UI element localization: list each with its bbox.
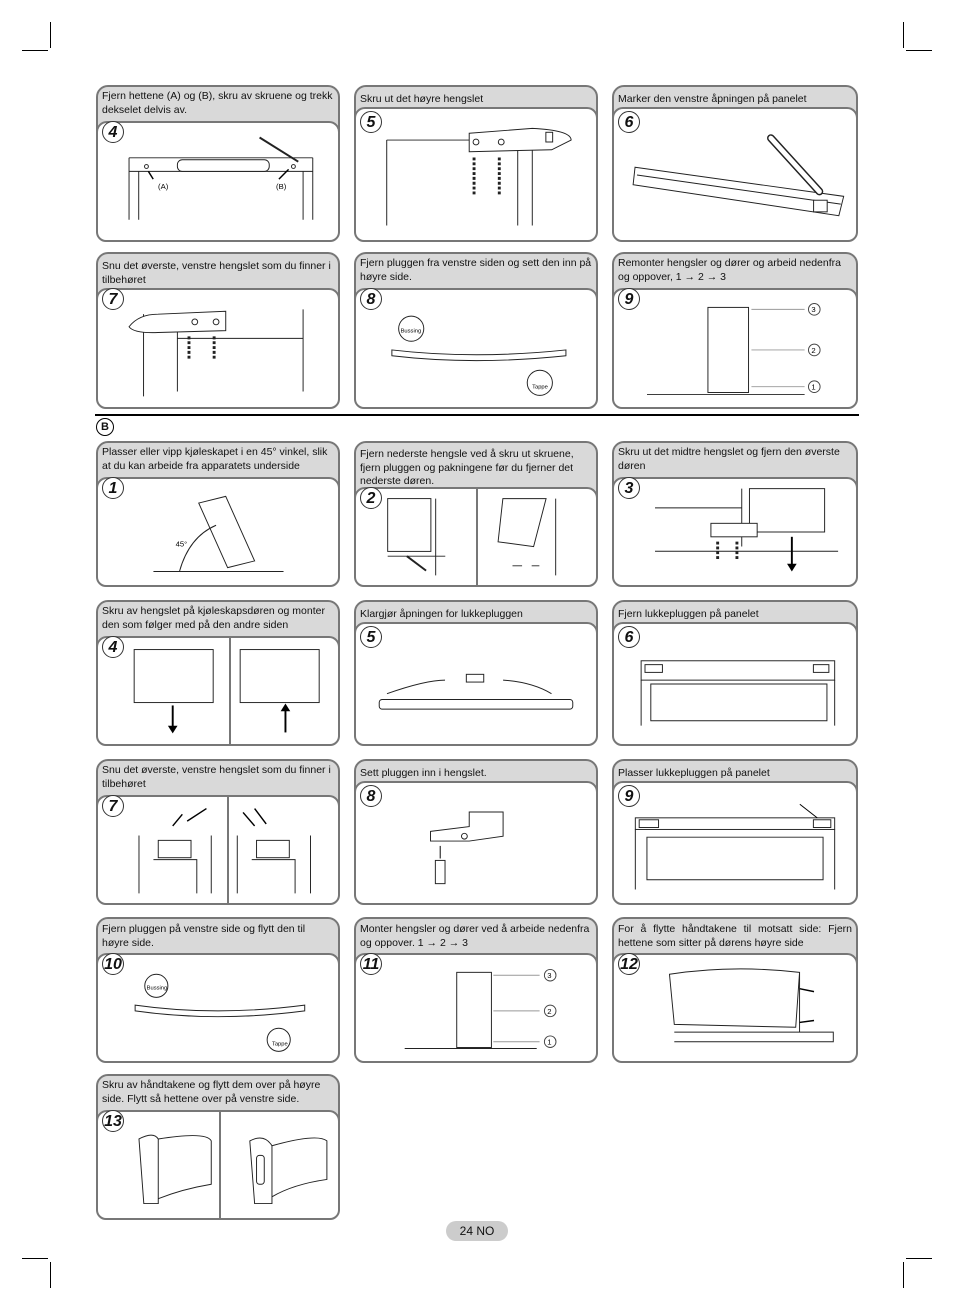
step-illustration-panel	[612, 953, 858, 1063]
step-card-b8	[354, 759, 598, 905]
hinge-removal-illustration	[356, 109, 596, 240]
crop-mark	[22, 1258, 48, 1259]
insert-plug-illustration	[356, 783, 596, 903]
step-caption: For å flytte håndtakene til motsatt side: Fjern hettene som sitter på dørens høyre side	[618, 923, 852, 949]
step-card-a5	[354, 85, 598, 242]
step-card-b9	[612, 759, 858, 905]
step-number-badge: 2	[360, 487, 382, 509]
reassembly-order-illustration	[356, 955, 596, 1061]
reassembly-order-illustration	[614, 290, 856, 407]
label-a: (A)	[158, 181, 169, 191]
step-card-b6	[612, 600, 858, 746]
step-caption: Monter hengsler og dører ved å arbeide nedenfra og oppover. 1 → 2 → 3	[360, 923, 590, 949]
step-card-a6	[612, 85, 858, 242]
order-3: 3	[811, 305, 816, 315]
crop-mark	[50, 22, 51, 48]
order-2: 2	[547, 1006, 552, 1016]
handle-caps-illustration	[614, 955, 856, 1061]
step-illustration-panel	[612, 622, 858, 746]
step-caption: Fjern lukkepluggen på panelet	[618, 608, 759, 620]
closing-plug-prep-illustration	[356, 624, 596, 744]
step-card-b1	[96, 441, 340, 587]
step-caption: Snu det øverste, venstre hengslet som du finner i tilbehøret	[102, 764, 331, 790]
step-number-badge: 7	[102, 795, 124, 817]
step-caption: Remonter hengsler og dører og arbeid nedenfra og oppover, 1 → 2 → 3	[618, 257, 841, 283]
step-number-badge: 4	[102, 121, 124, 143]
label-bushing: Bussing	[400, 328, 422, 335]
step-illustration-panel	[96, 288, 340, 409]
step-card-b10	[96, 917, 340, 1063]
flip-hinge-illustration	[98, 797, 338, 903]
page-number: 24 NO	[446, 1221, 508, 1241]
step-number-badge: 8	[360, 288, 382, 310]
step-illustration-panel	[354, 622, 598, 746]
step-number-badge: 5	[360, 626, 382, 648]
step-illustration-panel	[612, 477, 858, 587]
step-illustration-panel	[96, 477, 340, 587]
step-illustration-panel	[96, 121, 340, 242]
middle-hinge-illustration	[614, 479, 856, 585]
mark-opening-illustration	[614, 109, 856, 240]
step-caption: Skru av hengslet på kjøleskapsdøren og monter den som følger med på den andre siden	[102, 605, 325, 631]
step-card-a4	[96, 85, 340, 242]
step-caption: Fjern pluggen fra venstre siden og sett den inn på høyre side.	[360, 257, 592, 283]
order-1: 1	[811, 382, 816, 392]
step-number-badge: 12	[618, 953, 640, 975]
step-number-badge: 1	[102, 477, 124, 499]
label-b: (B)	[276, 181, 287, 191]
step-caption: Fjern hettene (A) og (B), skru av skruene og trekk dekselet delvis av.	[102, 90, 333, 116]
move-handles-illustration	[98, 1112, 338, 1218]
step-card-b3	[612, 441, 858, 587]
step-card-b7	[96, 759, 340, 905]
step-card-a8	[354, 252, 598, 409]
step-illustration-panel	[354, 107, 598, 242]
label-bushing: Bussing	[146, 985, 168, 992]
step-caption: Snu det øverste, venstre hengslet som du finner i tilbehøret	[102, 260, 331, 286]
step-illustration-panel	[354, 487, 598, 587]
step-illustration-panel	[354, 288, 598, 409]
step-number-badge: 10	[102, 953, 124, 975]
step-caption: Marker den venstre åpningen på panelet	[618, 93, 807, 105]
step-illustration-panel	[96, 636, 340, 746]
step-illustration-panel	[96, 953, 340, 1063]
step-card-a9	[612, 252, 858, 409]
step-number-badge: 8	[360, 785, 382, 807]
plug-transfer-illustration	[356, 290, 596, 407]
step-caption: Plasser eller vipp kjøleskapet i en 45° vinkel, slik at du kan arbeide fra apparatets underside	[102, 446, 328, 472]
order-3: 3	[547, 971, 552, 981]
place-closing-plug-illustration	[614, 783, 856, 903]
step-card-b12	[612, 917, 858, 1063]
label-pin: Tappe	[532, 384, 548, 391]
step-illustration-panel	[96, 1110, 340, 1220]
step-caption: Sett pluggen inn i hengslet.	[360, 767, 487, 779]
step-number-badge: 7	[102, 288, 124, 310]
crop-mark	[22, 50, 48, 51]
crop-mark	[903, 22, 904, 48]
step-caption: Klargjør åpningen for lukkepluggen	[360, 608, 523, 620]
step-illustration-panel	[354, 953, 598, 1063]
crop-mark	[906, 50, 932, 51]
order-1: 1	[547, 1037, 552, 1047]
step-number-badge: 9	[618, 785, 640, 807]
step-card-b13	[96, 1074, 340, 1220]
bottom-hinge-illustration	[356, 489, 596, 585]
step-card-b5	[354, 600, 598, 746]
step-illustration-panel	[354, 781, 598, 905]
step-number-badge: 3	[618, 477, 640, 499]
step-number-badge: 4	[102, 636, 124, 658]
step-card-a7	[96, 252, 340, 409]
step-caption: Fjern pluggen på venstre side og flytt den til høyre side.	[102, 923, 306, 949]
crop-mark	[903, 1262, 904, 1288]
move-plug-illustration	[98, 955, 338, 1061]
cover-removal-illustration	[98, 123, 338, 240]
crop-mark	[50, 1262, 51, 1288]
step-caption: Plasser lukkepluggen på panelet	[618, 767, 770, 779]
step-number-badge: 11	[360, 953, 382, 975]
remove-closing-plug-illustration	[614, 624, 856, 744]
step-number-badge: 6	[618, 626, 640, 648]
step-caption: Skru ut det høyre hengslet	[360, 93, 484, 105]
step-number-badge: 5	[360, 111, 382, 133]
label-pin: Tappe	[271, 1041, 288, 1048]
step-number-badge: 6	[618, 111, 640, 133]
step-illustration-panel	[96, 795, 340, 905]
top-hinge-illustration	[98, 290, 338, 407]
section-b-marker: B	[96, 418, 114, 436]
step-number-badge: 9	[618, 288, 640, 310]
step-illustration-panel	[612, 107, 858, 242]
angle-label: 45°	[175, 539, 188, 549]
crop-mark	[906, 1258, 932, 1259]
step-card-b4	[96, 600, 340, 746]
step-caption: Skru av håndtakene og flytt dem over på høyre side. Flytt så hettene over på venstre side.	[102, 1079, 321, 1105]
door-hinge-swap-illustration	[98, 638, 338, 744]
step-illustration-panel	[612, 288, 858, 409]
step-caption: Skru ut det midtre hengslet og fjern den øverste døren	[618, 446, 840, 472]
step-illustration-panel	[612, 781, 858, 905]
order-2: 2	[811, 345, 816, 355]
tilt-45-illustration	[98, 479, 338, 585]
section-divider	[95, 414, 859, 416]
step-number-badge: 13	[102, 1110, 124, 1132]
step-card-b11	[354, 917, 598, 1063]
step-card-b2	[354, 441, 598, 587]
step-caption: Fjern nederste hengsle ved å skru ut skruene, fjern pluggen og pakningene før du fjerner det nederste døren.	[360, 448, 574, 487]
